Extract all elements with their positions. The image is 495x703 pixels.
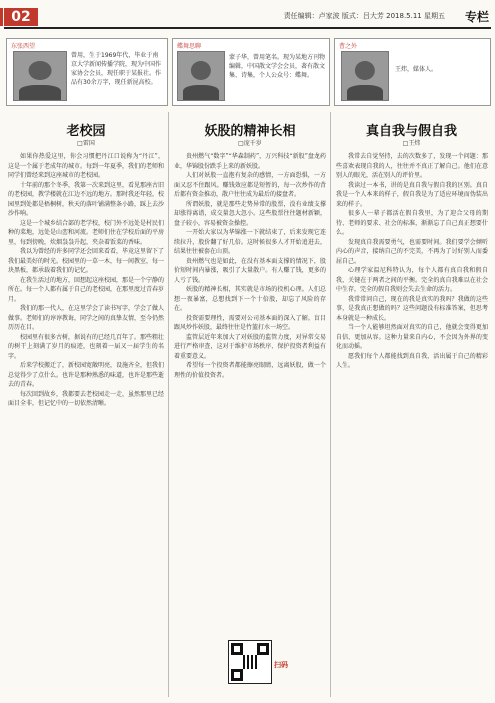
- author-photo: [13, 51, 67, 101]
- author-box-3: [334, 38, 491, 106]
- article-byline: □雷国: [77, 140, 95, 147]
- paragraph: 校园里有很多古树，据说有的已经几百年了。那些粗壮的树干上刻满了岁月的痕迹，也刻着一届又一届学生的名字。: [8, 333, 164, 360]
- article-body: [336, 152, 488, 697]
- paragraph: 妖股的精神长相，其实就是市场的投机心理。人们总想一夜暴富，总想找到下一个十倍股，却忘了风险的存在。: [174, 286, 326, 312]
- paragraph: 当一个人能够坦然面对真实的自己，他就会变得更加自信、更加从容。这种力量来自内心，不会因为外界的变化而动摇。: [336, 324, 488, 350]
- page-header: [0, 0, 495, 30]
- section-name: 专栏: [464, 10, 489, 24]
- column-divider: [168, 112, 169, 697]
- page-number: 02: [4, 8, 38, 26]
- paragraph: 心理学家温尼科特认为，每个人都有真自我和假自我，关键在于两者之间的平衡。完全的真自我难以在社会中生存，完全的假自我则会失去生命的活力。: [336, 267, 488, 293]
- author-bio: 蒙子华，曾用笔名。现为某地方刊物编辑，中国散文学会会员，著有散文集、诗集，个人公众号：蝶舞。: [229, 54, 326, 79]
- qr-code[interactable]: [228, 640, 272, 684]
- paragraph: 发现真自我需要勇气，也需要时间。我们要学会倾听内心的声音，接纳自己的不完美，不再为了讨好别人而委屈自己。: [336, 238, 488, 265]
- paragraph: 我常常问自己，现在的我是真实的我吗？我做的这些事，是我真正想做的吗？这些问题没有标准答案，但思考本身就是一种成长。: [336, 295, 488, 322]
- author-label: 蝶舞思聊: [177, 43, 202, 50]
- paragraph: 愿我们每个人都能找到真自我，活出属于自己的精彩人生。: [336, 352, 488, 369]
- paragraph: 这是一个城乡结合部的老学校，校门外不远处是村民们种的菜地，远处是山峦和河流。老师们住在学校后面的平房里，每到傍晚，炊烟袅袅升起，夹杂着饭菜的香味。: [8, 219, 164, 246]
- paragraph: 很多人一辈子都活在假自我里，为了迎合父母的期待、老师的要求、社会的标准，渐渐忘了自己真正想要什么。: [336, 210, 488, 236]
- author-box-1: [6, 38, 168, 106]
- paragraph: 贵州燃气也是如此，在没有基本面支撑的情况下，股价短时间内暴涨，吸引了大量散户。有人赚了钱，更多的人亏了钱。: [174, 257, 326, 284]
- header-rule: [4, 27, 491, 29]
- paragraph: 我读过一本书，讲的是真自我与假自我的区别。真自我是一个人本来的样子，假自我是为了适应环境而伪装出来的样子。: [336, 181, 488, 208]
- paragraph: 贵州燃气“数字”“华森制药”，万兴科技“新股”盘龙药业，华锦股份跌手上来的新妖股。: [174, 153, 326, 170]
- paragraph: 每次回到故乡，我都要去老校园走一走，虽然那里已经面目全非，但记忆中的一切依然清晰。: [8, 390, 164, 407]
- article-byline: □王炜: [402, 140, 421, 147]
- author-bio: 王炜，媒体人。: [395, 66, 438, 73]
- paragraph: 我们的那一代人，在这里学会了读书写字，学会了做人做事。老师们的谆谆教诲，同学之间的真挚友情，至今仍然历历在目。: [8, 305, 164, 331]
- article-title: 真自我与假自我: [365, 124, 457, 139]
- paragraph: 一开始大家以为华锦涨一下就结束了，后来发现它连续拉升，股价翻了好几倍。这时候很多人才开始追进去，结果往往被套在山顶。: [174, 229, 326, 255]
- paragraph: 希望每一个投资者都能擦亮眼睛，远离妖股，做一个理性的价值投资者。: [174, 362, 326, 379]
- paragraph: 如果你热爱这里，你会习惯把丹江口说称为“丹江”，这是一个属于老成年的城市。每到一年夏季，我们的老师和同学们曾经来到这座城市的老校园。: [8, 153, 164, 179]
- paragraph: 在我生活过的地方，回想起这座校园，那是一个宁静的所在。每一个人都有属于自己的老校园，在那里度过青春岁月。: [8, 276, 164, 303]
- author-label: 东张西望: [11, 43, 36, 50]
- paragraph: 十年前的那个冬季，我第一次来到这里，看见那座古旧的老校园，教学楼就在江边不远的地方。那时我还年轻，校园里到处都是梧桐树，秋天的落叶铺满整条小路，踩上去沙沙作响。: [8, 181, 164, 217]
- paragraph: 我以为曾经的许多同学还会回来看看，毕竟这里留下了我们最美好的时光。校园里的一草一木，每一间教室，每一块黑板，都承载着我们的记忆。: [8, 248, 164, 274]
- author-photo: [177, 51, 225, 101]
- column-divider: [330, 112, 331, 697]
- article-body: [8, 152, 164, 697]
- author-box-2: [172, 38, 330, 106]
- paragraph: 后来学校搬迁了，新校园宽敞明亮，设施齐全，但我们总觉得少了点什么。也许是那种熟悉的味道，也许是那些逝去的青春。: [8, 362, 164, 388]
- author-label: 曹之外: [339, 43, 358, 50]
- article-title: 老校园: [66, 124, 106, 139]
- article-body: [174, 152, 326, 632]
- paragraph: 监管层近年来加大了对妖股的监管力度，对异常交易进行严格审查，这对于维护市场秩序、保护投资者利益有着重要意义。: [174, 333, 326, 360]
- qr-label: 扫码: [274, 661, 288, 669]
- paragraph: 我常去自觉坚持，去的次数多了，发现一个问题：那些喜欢表现自我的人，往往并不真正了解自己。他们在意别人的眼光，活在别人的评价里。: [336, 153, 488, 179]
- article-title: 妖股的精神长相: [204, 124, 296, 139]
- editor-info: 责任编辑：卢家波 版式：吕大芳 2018.5.11 星期五: [283, 12, 445, 20]
- paragraph: 人们对妖股一直抱有复杂的感情，一方面恐惧，一方面又忍不住跟风。赚钱效应都是短暂的，每一次炒作的背后都有资金推动，散户往往成为最后的接盘者。: [174, 172, 326, 198]
- author-photo: [341, 51, 389, 101]
- paragraph: 投资需要理性，需要对公司基本面的深入了解。盲目跟风炒作妖股，最终往往是竹篮打水一场空。: [174, 314, 326, 331]
- article-byline: □庞千岁: [238, 140, 262, 147]
- author-bio: 曾用，生于1969年代，毕业于南京大学新闻传播学院，现为中国作家协会会员，现任职于某报社。作品有30余万字，现任新昆高校。: [71, 52, 162, 86]
- paragraph: 所谓妖股，就是那些走势异常的股票，没有业绩支撑却涨得离谱，成交量忽大忽小。这些股票往往题材新颖，盘子较小，容易被资金操控。: [174, 200, 326, 227]
